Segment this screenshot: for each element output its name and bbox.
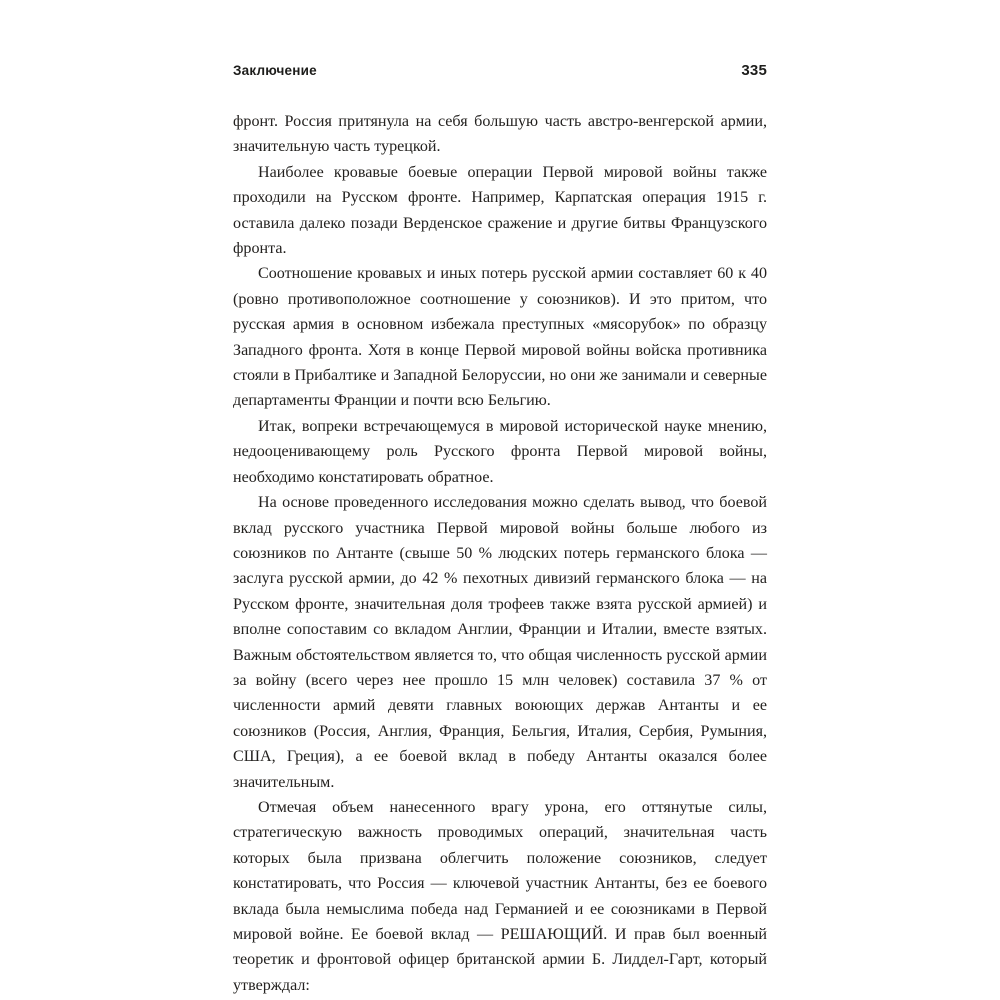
body-text <box>233 109 767 998</box>
paragraph: На основе проведенного исследования можно сделать вывод, что боевой вклад русского участника Первой мировой войны больше любого из союзников по Антанте (свыше 50 % людских потерь германского блока — заслуга русской армии, до 42 % пехотных дивизий германского блока — на Русском фронте, значительная доля трофеев также взята русской армией) и вполне сопоставим со вкладом Англии, Франции и Италии, вместе взятых. Важным обстоятельством является то, что общая численность русской армии за войну (всего через нее прошло 15 млн человек) составила 37 % от численности армий девяти главных воюющих держав Антанты и ее союзников (Россия, Англия, Франция, Бельгия, Италия, Сербия, Румыния, США, Греция), а ее боевой вклад в победу Антанты оказался более значительным. <box>233 494 767 791</box>
paragraph: Отмечая объем нанесенного врагу урона, его оттянутые силы, стратегическую важность проводимых операций, значительная часть которых была призвана облегчить положение союзников, следует констатировать, что Россия — ключевой участник Антанты, без ее боевого вклада была немыслима победа над Германией и ее союзниками в Первой мировой войне. Ее боевой вклад — РЕШАЮЩИЙ. И прав был военный теоретик и фронтовой офицер британской армии Б. Лиддел-Гарт, который утверждал: <box>233 798 767 994</box>
page-text-block <box>233 62 767 998</box>
paragraph: Итак, вопреки встречающемуся в мировой исторической науке мнению, недооценивающему роль Русского фронта Первой мировой войны, необходимо констатировать обратное. <box>233 417 767 486</box>
paragraph: Соотношение кровавых и иных потерь русской армии составляет 60 к 40 (ровно противоположное соотношение у союзников). И это притом, что русская армия в основном избежала преступных «мясорубок» по образцу Западного фронта. Хотя в конце Первой мировой войны войска противника стояли в Прибалтике и Западной Белоруссии, но они же занимали и северные департаменты Франции и почти всю Бельгию. <box>233 265 767 410</box>
paragraph: фронт. Россия притянула на себя большую часть австро-венгерской армии, значительную часть турецкой. <box>233 113 767 156</box>
running-head <box>233 62 767 79</box>
running-head-chapter-title: Заключение <box>233 63 317 78</box>
paragraph: Наиболее кровавые боевые операции Первой мировой войны также проходили на Русском фронте. Например, Карпатская операция 1915 г. оставила далеко позади Верденское сражение и другие битвы Французского фронта. <box>233 163 767 258</box>
page-number: 335 <box>741 62 767 79</box>
